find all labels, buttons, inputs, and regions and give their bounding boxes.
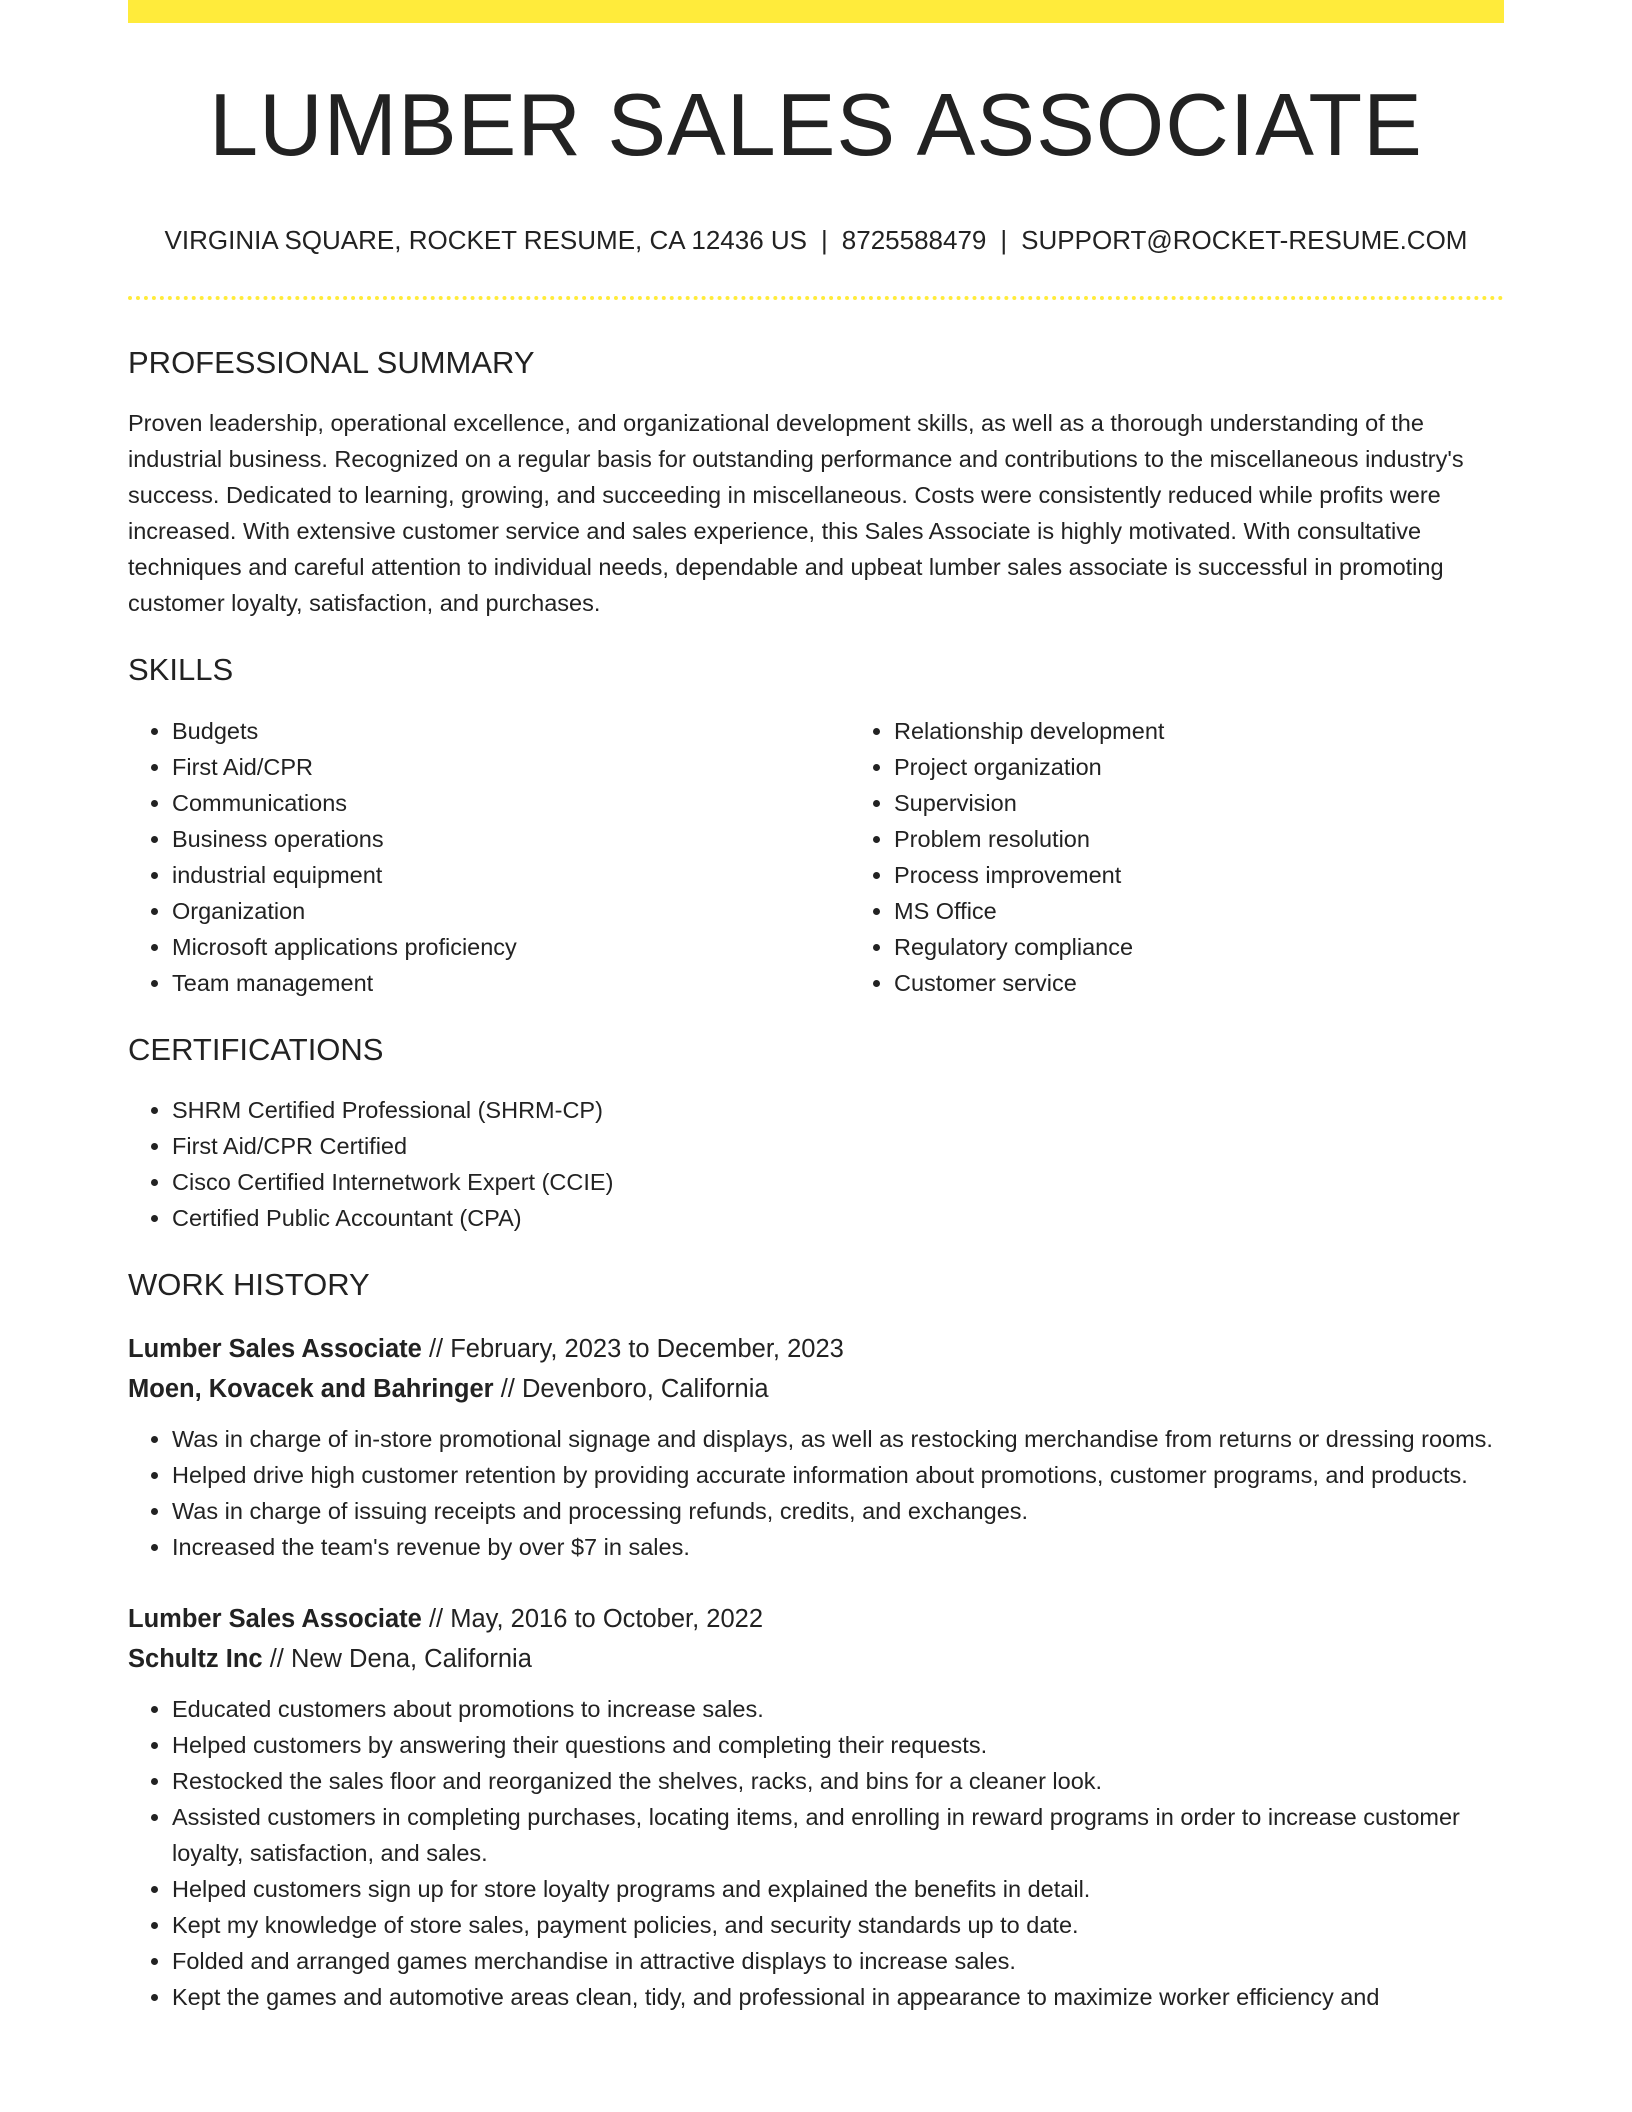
certification-item: • First Aid/CPR Certified — [172, 1128, 1504, 1164]
skills-heading: SKILLS — [128, 652, 234, 688]
contact-separator: | — [1000, 225, 1008, 255]
job-entry — [128, 1599, 1504, 2015]
job-bullet: • Assisted customers in completing purchases, locating items, and enrolling in reward programs in order to increase customer loyalty, satisfaction, and sales. — [172, 1799, 1504, 1871]
resume-page — [128, 0, 1504, 2015]
job-company: Schultz Inc — [128, 1644, 263, 1673]
job-dates: // May, 2016 to October, 2022 — [428, 1604, 764, 1633]
summary-text: Proven leadership, operational excellence, and organizational development skills, as well as a thorough understanding of the industrial business. Recognized on a regular basis for outstanding performance and contributions to the miscellaneous industry's success. Dedicated to learning, growing, and succeeding in miscellaneous. Costs were consistently reduced while profits were increased. With extensive customer service and sales experience, this Sales Associate is highly motivated. With consultative techniques and careful attention to individual needs, dependable and upbeat lumber sales associate is successful in promoting customer loyalty, satisfaction, and purchases. — [128, 410, 1464, 617]
job-location: // Devenboro, California — [500, 1374, 769, 1403]
job-company-line — [128, 1639, 1504, 1679]
skill-item: • Communications — [172, 785, 850, 821]
job-bullets — [128, 1421, 1504, 1565]
summary-heading: PROFESSIONAL SUMMARY — [128, 345, 535, 381]
skill-item: • Organization — [172, 893, 850, 929]
job-role: Lumber Sales Associate — [128, 1604, 422, 1633]
job-bullet: • Helped customers sign up for store loyalty programs and explained the benefits in detail. — [172, 1871, 1504, 1907]
skill-item: • Budgets — [172, 713, 850, 749]
skills-list-left — [128, 713, 850, 1001]
job-bullet: • Educated customers about promotions to increase sales. — [172, 1691, 1504, 1727]
skill-item: • Microsoft applications proficiency — [172, 929, 850, 965]
accent-bar — [128, 0, 1504, 23]
job-bullet: • Kept my knowledge of store sales, payment policies, and security standards up to date. — [172, 1907, 1504, 1943]
job-entry — [128, 1329, 1504, 1565]
dotted-divider — [128, 296, 1504, 300]
skill-item: • Process improvement — [894, 857, 1504, 893]
contact-email: SUPPORT@ROCKET-RESUME.COM — [1021, 225, 1468, 255]
certification-item: • SHRM Certified Professional (SHRM-CP) — [172, 1092, 1504, 1128]
certification-item: • Certified Public Accountant (CPA) — [172, 1200, 1504, 1236]
job-title-line — [128, 1329, 1504, 1369]
job-bullet: • Kept the games and automotive areas clean, tidy, and professional in appearance to maximize worker efficiency and — [172, 1979, 1504, 2015]
contact-separator: | — [821, 225, 828, 255]
contact-line — [128, 225, 1504, 256]
skill-item: • Business operations — [172, 821, 850, 857]
skills-list-right — [850, 713, 1504, 1001]
skill-item: • Supervision — [894, 785, 1504, 821]
certifications-heading: CERTIFICATIONS — [128, 1031, 384, 1067]
skill-item: • Regulatory compliance — [894, 929, 1504, 965]
skill-item: • First Aid/CPR — [172, 749, 850, 785]
job-bullets — [128, 1691, 1504, 2015]
skills-columns — [128, 713, 1504, 1001]
job-bullet: • Was in charge of issuing receipts and processing refunds, credits, and exchanges. — [172, 1493, 1504, 1529]
skill-item: • industrial equipment — [172, 857, 850, 893]
skill-item: • Project organization — [894, 749, 1504, 785]
job-bullet: • Was in charge of in-store promotional signage and displays, as well as restocking merchandise from returns or dressing rooms. — [172, 1421, 1504, 1457]
contact-phone: 8725588479 — [841, 225, 987, 255]
job-company: Moen, Kovacek and Bahringer — [128, 1374, 494, 1403]
job-bullet: • Increased the team's revenue by over $7 in sales. — [172, 1529, 1504, 1565]
job-bullet: • Helped customers by answering their questions and completing their requests. — [172, 1727, 1504, 1763]
contact-address: VIRGINIA SQUARE, ROCKET RESUME, CA 12436 US — [164, 225, 808, 255]
resume-title: LUMBER SALES ASSOCIATE — [209, 75, 1423, 174]
skill-item: • Customer service — [894, 965, 1504, 1001]
job-bullet: • Folded and arranged games merchandise in attractive displays to increase sales. — [172, 1943, 1504, 1979]
certifications-list — [128, 1092, 1504, 1236]
skill-item: • Problem resolution — [894, 821, 1504, 857]
job-title-line — [128, 1599, 1504, 1639]
job-company-line — [128, 1369, 1504, 1409]
job-bullet: • Helped drive high customer retention by providing accurate information about promotions, customer programs, and products. — [172, 1457, 1504, 1493]
work-history-heading: WORK HISTORY — [128, 1266, 370, 1302]
job-bullet: • Restocked the sales floor and reorganized the shelves, racks, and bins for a cleaner look. — [172, 1763, 1504, 1799]
job-role: Lumber Sales Associate — [128, 1334, 422, 1363]
skill-item: • MS Office — [894, 893, 1504, 929]
certification-item: • Cisco Certified Internetwork Expert (CCIE) — [172, 1164, 1504, 1200]
job-dates: // February, 2023 to December, 2023 — [428, 1334, 844, 1363]
skill-item: • Team management — [172, 965, 850, 1001]
job-location: // New Dena, California — [269, 1644, 532, 1673]
skill-item: • Relationship development — [894, 713, 1504, 749]
